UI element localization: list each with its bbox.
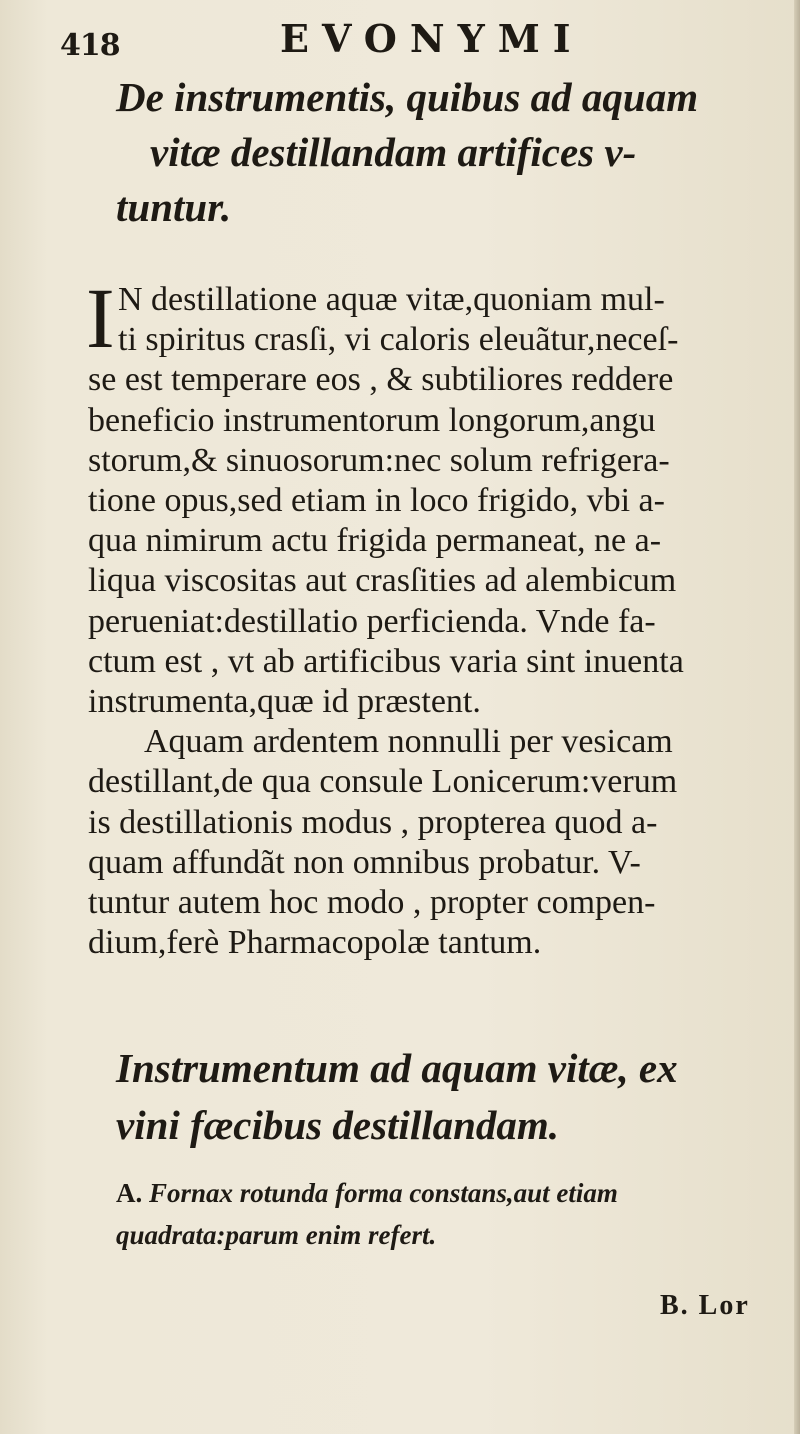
page-number: 418 bbox=[60, 28, 120, 63]
subtitle-line: vini fæcibus destillandam. bbox=[116, 1102, 560, 1148]
text-line: N destillatione aquæ vitæ,quoniam mul- bbox=[118, 281, 665, 318]
title-line: De instrumentis, quibus ad aquam bbox=[116, 74, 699, 120]
catchword: B. Lor bbox=[660, 1290, 750, 1321]
text-line: se est temperare eos , & subtiliores reddere bbox=[88, 361, 674, 399]
text-line: quam affundãt non omnibus probatur. V- bbox=[88, 843, 641, 881]
text-line: tione opus,sed etiam in loco frigido, vbi a- bbox=[88, 482, 665, 520]
body-text bbox=[86, 270, 788, 963]
paragraph-2 bbox=[88, 722, 788, 963]
drop-cap: I bbox=[86, 270, 115, 366]
text-line: dium,ferè Pharmacopolæ tantum. bbox=[88, 924, 542, 962]
title-line: tuntur. bbox=[116, 184, 232, 230]
page-header bbox=[60, 14, 780, 62]
text-line: tuntur autem hoc modo , propter compen- bbox=[88, 884, 656, 922]
text-line: destillant,de qua consule Lonicerum:verum bbox=[88, 763, 678, 801]
text-line: storum,& sinuosorum:nec solum refrigera- bbox=[88, 441, 670, 479]
text-line: is destillationis modus , propterea quod a- bbox=[88, 803, 658, 841]
entry-a bbox=[116, 1172, 796, 1256]
entry-letter: A. bbox=[116, 1178, 143, 1208]
text-line: ctum est , vt ab artificibus varia sint inuenta bbox=[88, 642, 684, 680]
title-line: vitæ destillandam artifices v- bbox=[150, 129, 637, 175]
text-line: liqua viscositas aut crasſities ad alembicum bbox=[88, 562, 677, 600]
entry-text: Fornax rotunda forma constans,aut etiam bbox=[149, 1178, 618, 1208]
subsection-title bbox=[116, 1040, 796, 1154]
text-line: qua nimirum actu frigida permaneat, ne a- bbox=[88, 522, 662, 560]
text-line: perueniat:destillatio perficienda. Vnde fa- bbox=[88, 602, 656, 640]
text-line: beneficio instrumentorum longorum,angu bbox=[88, 401, 656, 439]
section-title bbox=[116, 70, 796, 235]
running-head: EVONYMI bbox=[280, 16, 584, 61]
subtitle-line: Instrumentum ad aquam vitæ, ex bbox=[116, 1045, 678, 1091]
text-line: ti spiritus crasſi, vi caloris eleuãtur,neceſ- bbox=[118, 321, 679, 359]
paragraph-1 bbox=[86, 270, 788, 722]
entry-line: quadrata:parum enim refert. bbox=[116, 1220, 437, 1250]
text-line: instrumenta,quæ id præstent. bbox=[88, 683, 481, 721]
text-line: Aquam ardentem nonnulli per vesicam bbox=[144, 723, 673, 761]
entry-line bbox=[116, 1172, 796, 1214]
